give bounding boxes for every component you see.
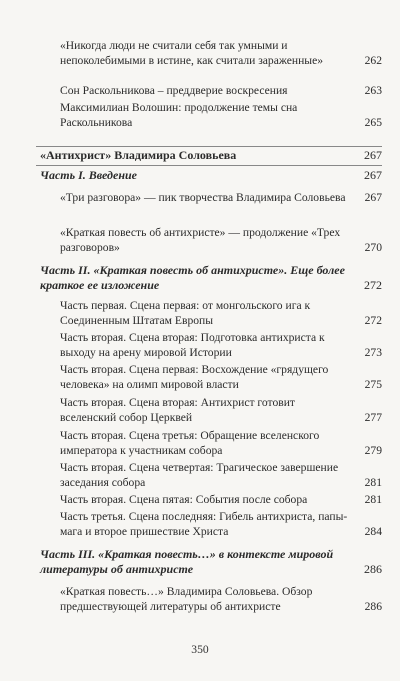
toc-entry-title: Часть III. «Краткая повесть…» в контексте мировой литературы об антихристе [40, 547, 334, 576]
toc-entry-title: Часть первая. Сцена первая: от монгольского ига к Соединенным Штатам Европы [60, 299, 311, 327]
toc-entry-title: «Краткая повесть…» Владимира Соловьева. Обзор предшествующей литературы об антихристе [60, 585, 313, 613]
toc-part [40, 263, 382, 293]
toc-part [40, 547, 382, 577]
toc-entry-title: Часть вторая. Сцена вторая: Антихрист готовит вселенский собор Церквей [60, 396, 295, 424]
toc-entry [60, 83, 382, 98]
toc-entry [60, 298, 382, 328]
toc-entry-page: 267 [364, 148, 382, 162]
toc-entry-page: 267 [364, 191, 382, 204]
toc-entry-page: 275 [364, 378, 382, 391]
toc-entry-title: Часть третья. Сцена последняя: Гибель антихриста, папы-мага и второе пришествие Христа [60, 510, 348, 538]
toc-entry-title: «Никогда люди не считали себя так умными и непоколебимыми в истине, как считали зараженные» [60, 39, 324, 67]
toc-entry-title: Максимилиан Волошин: продолжение темы сна Раскольникова [60, 101, 298, 129]
toc-entry-page: 286 [364, 600, 382, 613]
toc-entry [60, 428, 382, 458]
toc-entry-page: 265 [364, 116, 382, 129]
toc-entry-title: «Краткая повесть об антихристе» — продолжение «Трех разговоров» [60, 226, 341, 254]
toc-part [40, 168, 382, 183]
divider [36, 165, 382, 166]
toc-entry-page: 281 [364, 493, 382, 506]
toc-entry-page: 286 [364, 562, 382, 576]
toc-entry-page: 272 [364, 314, 382, 327]
toc-entry-title: Часть вторая. Сцена вторая: Подготовка антихриста к выходу на арену мировой Истории [60, 331, 325, 359]
toc-entry [60, 492, 382, 507]
toc-entry-title: Часть вторая. Сцена первая: Восхождение «грядущего человека» на олимп мировой власти [60, 363, 329, 391]
toc-entry [60, 460, 382, 490]
toc-entry-page: 262 [364, 54, 382, 67]
divider [36, 146, 382, 147]
toc-entry [60, 190, 382, 205]
toc-entry-title: Сон Раскольникова – преддверие воскресения [60, 84, 288, 97]
toc-entry-page: 272 [364, 278, 382, 292]
toc-entry [60, 38, 382, 68]
toc-entry-title: Часть II. «Краткая повесть об антихристе». Еще более краткое ее изложение [40, 263, 345, 292]
toc-entry-page: 279 [364, 444, 382, 457]
toc-entry-page: 267 [364, 168, 382, 182]
toc-entry [60, 584, 382, 614]
toc-entry-title: Часть вторая. Сцена пятая: События после собора [60, 493, 308, 506]
toc-entry [60, 100, 382, 130]
toc-entry-page: 284 [364, 525, 382, 538]
toc-entry-page: 263 [364, 84, 382, 97]
toc-entry-page: 277 [364, 411, 382, 424]
toc-entry-title: Часть вторая. Сцена четвертая: Трагическое завершение заседания собора [60, 461, 339, 489]
toc-entry-page: 281 [364, 476, 382, 489]
toc-entry-page: 273 [364, 346, 382, 359]
toc-entry [60, 509, 382, 539]
toc-entry [60, 225, 382, 255]
toc-entry-page: 270 [364, 241, 382, 254]
toc-entry-title: «Антихрист» Владимира Соловьева [40, 148, 237, 162]
toc-entry-title: Часть I. Введение [40, 168, 137, 182]
toc-entry-title: «Три разговора» — пик творчества Владимира Соловьева [60, 191, 346, 204]
toc-entry [60, 362, 382, 392]
toc-entry [60, 330, 382, 360]
page-number: 350 [191, 643, 209, 656]
toc-entry [60, 395, 382, 425]
toc-chapter [40, 148, 382, 163]
toc-entry-title: Часть вторая. Сцена третья: Обращение вселенского императора к участникам собора [60, 429, 320, 457]
